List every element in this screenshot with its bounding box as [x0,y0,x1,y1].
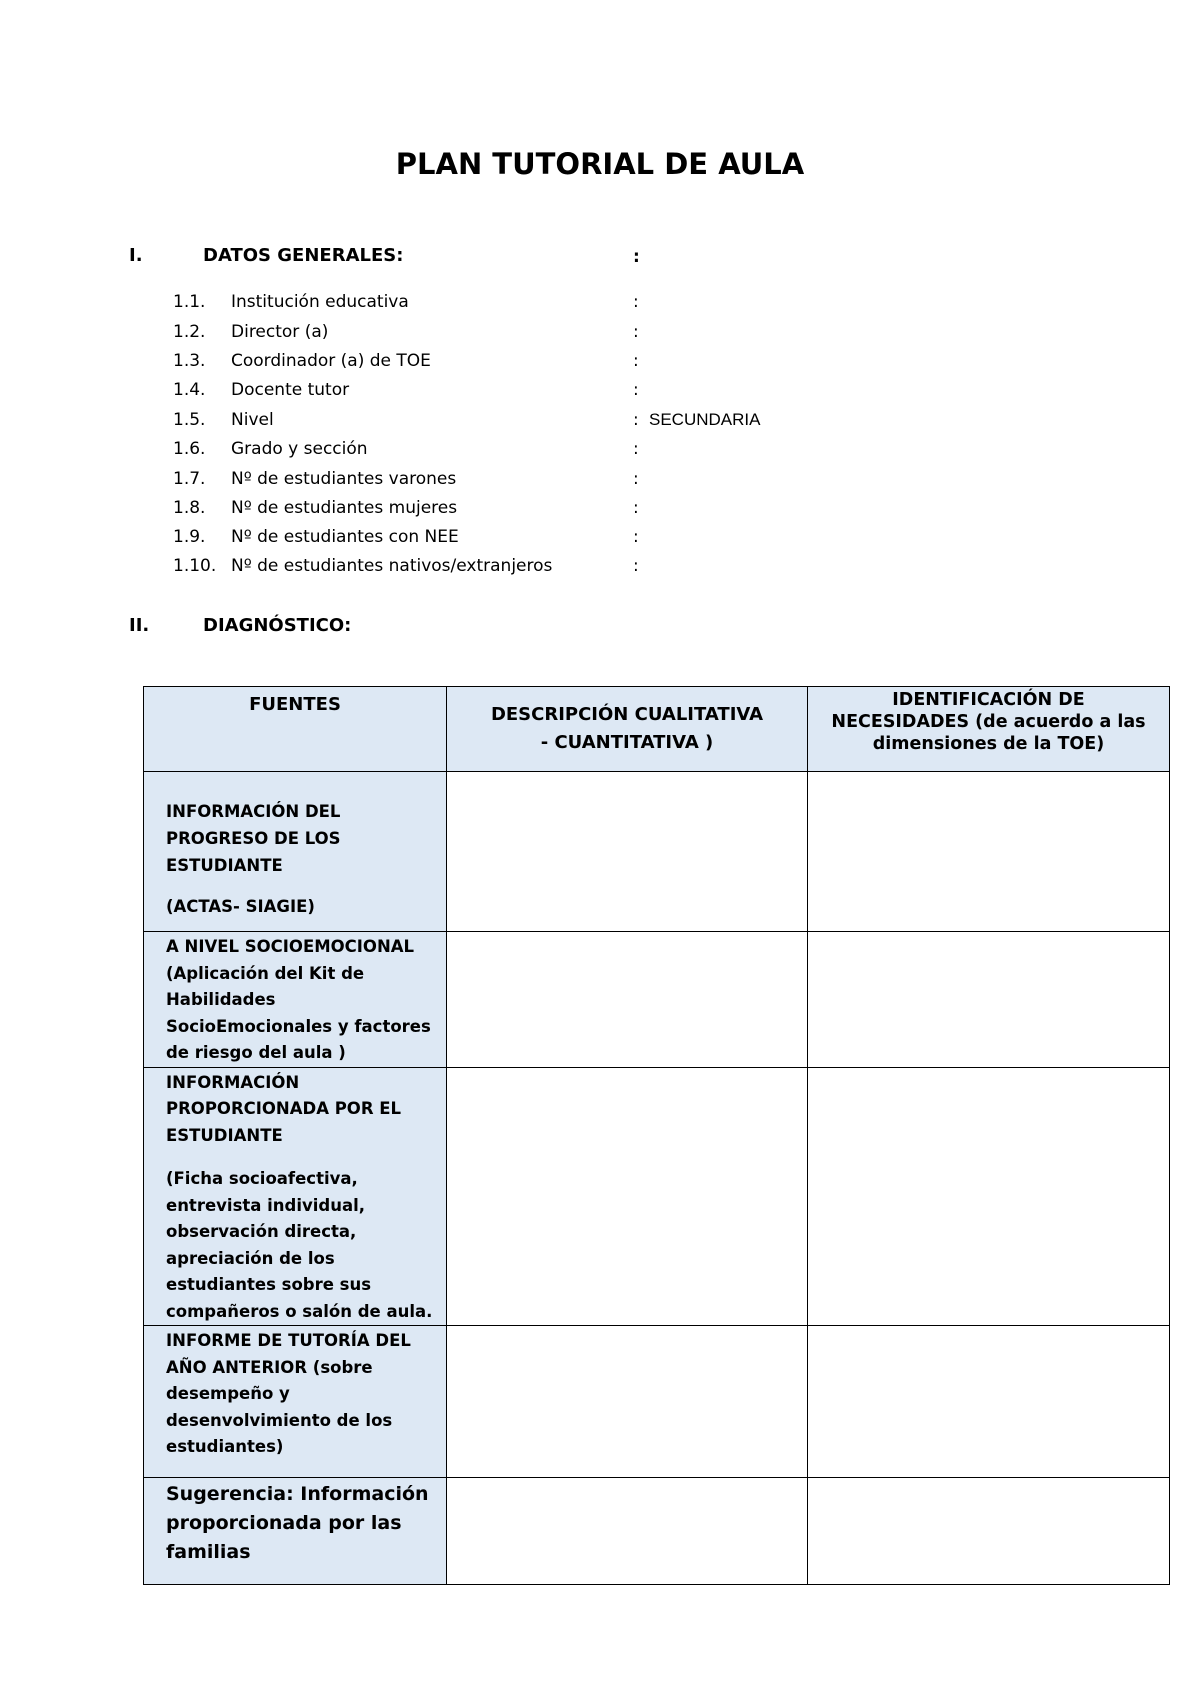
item-number: 1.2. [173,322,206,342]
item-colon: : [633,380,639,400]
table-row [144,1478,1170,1585]
document-title: PLAN TUTORIAL DE AULA [395,147,805,181]
table-row [144,772,1170,932]
table-row [144,1067,1170,1326]
source-title: A NIVEL SOCIOEMOCIONAL (Aplicación del Kit de Habilidades SocioEmocionales y factores de riesgo del aula ) [166,937,431,1062]
description-cell[interactable] [447,1326,808,1478]
source-cell [144,1326,447,1478]
item-label: Director (a) [231,322,329,342]
item-colon: : [633,469,639,489]
table-header-row [144,687,1170,772]
diagnostic-table [143,686,1170,1585]
item-label: Nivel [231,410,274,430]
item-colon: : [633,322,639,342]
item-number: 1.4. [173,380,206,400]
section-1-number: I. [129,245,143,266]
source-cell [144,932,447,1068]
item-colon: : [633,556,639,576]
item-number: 1.9. [173,527,206,547]
source-cell [144,772,447,932]
description-cell[interactable] [447,772,808,932]
item-number: 1.6. [173,439,206,459]
source-detail: (ACTAS- SIAGIE) [166,897,315,916]
item-colon: : [633,527,639,547]
source-title: INFORME DE TUTORÍA DEL AÑO ANTERIOR (sobre desempeño y desenvolvimiento de los estudiantes) [166,1331,411,1456]
section-2-title: DIAGNÓSTICO: [203,615,352,636]
source-detail: (Ficha socioafectiva, entrevista individual, observación directa, apreciación de los estudiantes sobre sus compañeros o salón de aula. [166,1169,433,1321]
item-label: Nº de estudiantes mujeres [231,498,458,518]
column-header-needs: IDENTIFICACIÓN DE NECESIDADES (de acuerdo a las dimensiones de la TOE) [808,687,1170,772]
needs-cell[interactable] [808,1326,1170,1478]
source-title: Sugerencia: Información proporcionada por las familias [166,1483,429,1563]
item-colon: : [633,498,639,518]
item-colon: : [633,439,639,459]
needs-cell[interactable] [808,1067,1170,1326]
source-cell [144,1067,447,1326]
needs-cell[interactable] [808,772,1170,932]
item-number: 1.1. [173,292,206,312]
item-number: 1.10. [173,556,217,576]
table-row [144,1326,1170,1478]
item-label: Docente tutor [231,380,350,400]
needs-cell[interactable] [808,1478,1170,1585]
item-colon: : [633,292,639,312]
item-number: 1.3. [173,351,206,371]
item-colon: : [633,351,639,371]
section-2-number: II. [129,615,150,636]
item-number: 1.5. [173,410,206,430]
description-cell[interactable] [447,1067,808,1326]
item-label: Nº de estudiantes nativos/extranjeros [231,556,553,576]
column-header-description: DESCRIPCIÓN CUALITATIVA - CUANTITATIVA ) [447,687,808,772]
description-cell[interactable] [447,932,808,1068]
description-cell[interactable] [447,1478,808,1585]
section-1-title: DATOS GENERALES: [203,245,404,266]
item-label: Nº de estudiantes con NEE [231,527,459,547]
source-cell [144,1478,447,1585]
needs-cell[interactable] [808,932,1170,1068]
item-number: 1.7. [173,469,206,489]
item-label: Nº de estudiantes varones [231,469,457,489]
source-title: INFORMACIÓN DEL PROGRESO DE LOS ESTUDIANTE [166,802,341,875]
item-number: 1.8. [173,498,206,518]
item-colon: : [633,410,639,430]
item-label: Institución educativa [231,292,409,312]
source-title: INFORMACIÓN PROPORCIONADA POR EL ESTUDIANTE [166,1072,402,1145]
column-header-sources: FUENTES [144,687,447,772]
table-row [144,932,1170,1068]
item-label: Grado y sección [231,439,368,459]
item-value: SECUNDARIA [649,410,761,429]
item-label: Coordinador (a) de TOE [231,351,431,371]
section-1-colon: : [633,247,640,267]
